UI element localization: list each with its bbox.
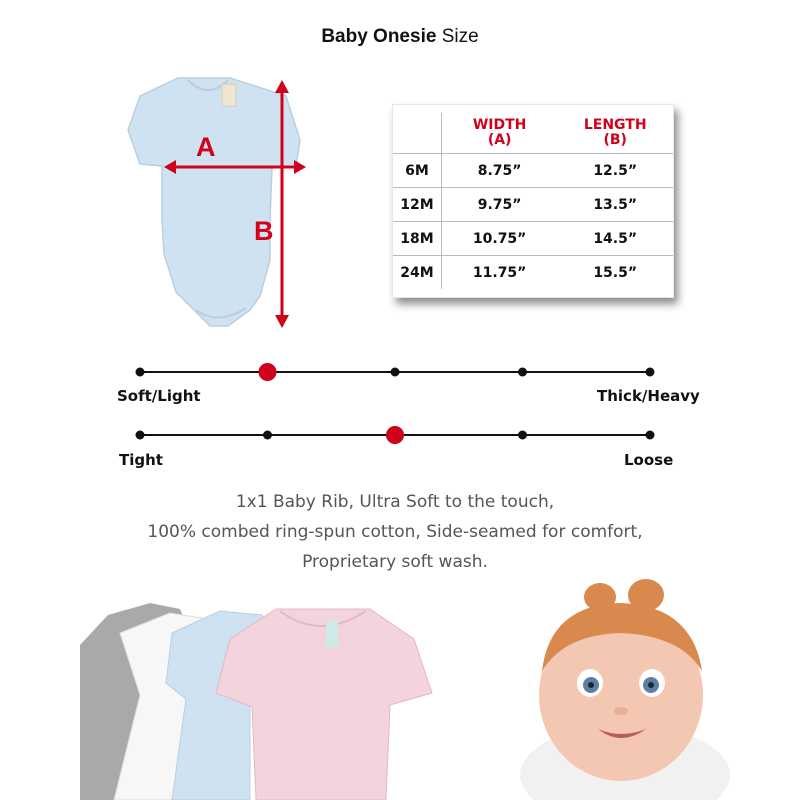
scale-tick [518, 431, 527, 440]
scale-tick [518, 368, 527, 377]
description-line-1: 1x1 Baby Rib, Ultra Soft to the touch, [235, 492, 555, 512]
table-row [393, 188, 673, 222]
title-regular: Size [441, 26, 479, 47]
scale-tick [136, 431, 145, 440]
title-bold: Baby Onesie [321, 26, 437, 47]
scale-tick [391, 368, 400, 377]
table-row [393, 256, 673, 290]
length-cell: 12.5” [557, 154, 673, 188]
scale-selected-marker [386, 426, 404, 444]
fabric-weight-right-label: Thick/Heavy [597, 387, 700, 405]
length-cell: 13.5” [557, 188, 673, 222]
table-row [393, 222, 673, 256]
length-header-line2: (B) [603, 132, 627, 148]
width-cell: 8.75” [441, 154, 557, 188]
size-cell: 18M [393, 222, 441, 256]
length-cell: 15.5” [593, 264, 638, 281]
dimension-label-b: B [254, 216, 274, 246]
scale-tick [263, 431, 272, 440]
length-header [557, 113, 673, 154]
onesie-measurement-figure [120, 70, 320, 340]
fit-left-label: Tight [119, 451, 163, 469]
scale-tick [646, 368, 655, 377]
size-chart-header-row [393, 113, 673, 154]
width-cell: 11.75” [472, 264, 527, 281]
fabric-weight-left-label: Soft/Light [117, 387, 201, 405]
size-cell: 12M [393, 188, 441, 222]
length-header-line1: LENGTH [583, 117, 647, 133]
size-chart-card [392, 104, 674, 298]
scale-selected-marker [259, 363, 277, 381]
width-cell: 10.75” [441, 222, 557, 256]
width-header [441, 113, 557, 154]
fit-scale-track [120, 418, 700, 458]
description-line-2: 100% combed ring-spun cotton, Side-seamed for comfort, [147, 522, 643, 542]
width-header-line1: WIDTH [472, 117, 527, 133]
scale-tick [136, 368, 145, 377]
product-photo [80, 575, 800, 800]
description-line-3: Proprietary soft wash. [302, 552, 488, 572]
width-cell: 9.75” [441, 188, 557, 222]
dimension-label-a: A [196, 132, 216, 162]
onesie-illustration [120, 70, 320, 340]
size-cell: 6M [393, 154, 441, 188]
length-cell: 14.5” [557, 222, 673, 256]
page-title [0, 26, 800, 48]
fit-scale [120, 418, 700, 458]
width-header-line2: (A) [487, 132, 512, 148]
size-cell: 24M [393, 256, 441, 290]
onesies-and-baby-illustration [80, 575, 800, 800]
size-chart-table [393, 113, 673, 289]
table-row [393, 154, 673, 188]
scale-tick [646, 431, 655, 440]
fit-right-label: Loose [624, 451, 674, 469]
size-header-cell [393, 113, 441, 154]
